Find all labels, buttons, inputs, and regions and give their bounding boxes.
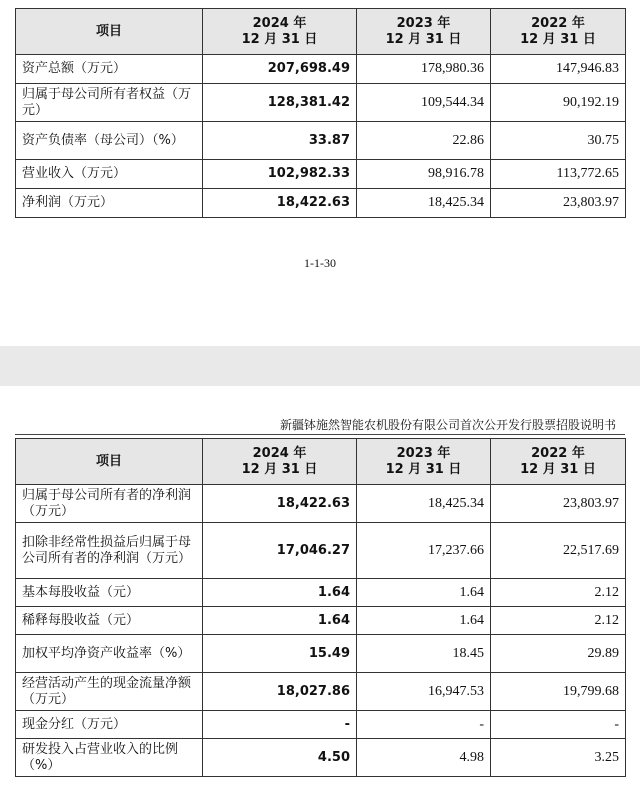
value-2024: -	[203, 711, 357, 739]
header-rule	[15, 434, 625, 435]
header-2022-date: 12 月 31 日	[520, 31, 596, 47]
header-2023-year: 2023 年	[396, 15, 451, 31]
header-2022	[491, 9, 626, 55]
table-row	[16, 635, 626, 673]
value-2024: 33.87	[203, 122, 357, 160]
row-label: 资产总额（万元）	[16, 55, 203, 84]
value-2023: 22.86	[357, 122, 491, 160]
row-label: 归属于母公司所有者权益（万元）	[16, 84, 203, 122]
value-2024: 17,046.27	[203, 523, 357, 579]
header-2024	[203, 439, 357, 485]
table-header-row	[16, 9, 626, 55]
value-2023: -	[357, 711, 491, 739]
table-row	[16, 55, 626, 84]
value-2022: 2.12	[491, 579, 626, 607]
table-row	[16, 711, 626, 739]
value-2024: 18,422.63	[203, 189, 357, 218]
page-bottom	[0, 386, 640, 810]
header-2022-year: 2022 年	[531, 445, 585, 461]
value-2023: 1.64	[357, 579, 491, 607]
value-2022: -	[491, 711, 626, 739]
value-2022: 2.12	[491, 607, 626, 635]
value-2024: 15.49	[203, 635, 357, 673]
document-header: 新疆钵施然智能农机股份有限公司首次公开发行股票招股说明书	[279, 418, 616, 432]
table-row	[16, 607, 626, 635]
value-2023: 178,980.36	[357, 55, 491, 84]
value-2023: 1.64	[357, 607, 491, 635]
table-row	[16, 84, 626, 122]
row-label: 稀释每股收益（元）	[16, 607, 203, 635]
value-2022: 29.89	[491, 635, 626, 673]
value-2023: 17,237.66	[357, 523, 491, 579]
value-2022: 19,799.68	[491, 673, 626, 711]
value-2024: 4.50	[203, 739, 357, 777]
value-2023: 18,425.34	[357, 485, 491, 523]
header-2024-year: 2024 年	[252, 15, 307, 31]
header-2023-date: 12 月 31 日	[385, 461, 462, 477]
value-2023: 16,947.53	[357, 673, 491, 711]
value-2022: 23,803.97	[491, 485, 626, 523]
table-row	[16, 122, 626, 160]
header-2024-year: 2024 年	[252, 445, 307, 461]
header-2022	[491, 439, 626, 485]
header-item: 项目	[16, 9, 203, 55]
value-2024: 18,422.63	[203, 485, 357, 523]
value-2024: 18,027.86	[203, 673, 357, 711]
header-2023-year: 2023 年	[396, 445, 451, 461]
row-label: 扣除非经常性损益后归属于母公司所有者的净利润（万元）	[16, 523, 203, 579]
value-2022: 3.25	[491, 739, 626, 777]
header-2023-date: 12 月 31 日	[385, 31, 462, 47]
row-label: 净利润（万元）	[16, 189, 203, 218]
value-2023: 109,544.34	[357, 84, 491, 122]
row-label: 资产负债率（母公司）（%）	[16, 122, 203, 160]
page-gap	[0, 346, 640, 386]
value-2024: 1.64	[203, 607, 357, 635]
table-row	[16, 523, 626, 579]
header-2022-date: 12 月 31 日	[520, 461, 596, 477]
page-number: 1-1-30	[304, 256, 336, 270]
row-label: 现金分红（万元）	[16, 711, 203, 739]
value-2024: 102,982.33	[203, 160, 357, 189]
value-2022: 23,803.97	[491, 189, 626, 218]
value-2022: 90,192.19	[491, 84, 626, 122]
header-2022-year: 2022 年	[531, 15, 585, 31]
value-2023: 98,916.78	[357, 160, 491, 189]
value-2024: 1.64	[203, 579, 357, 607]
row-label: 基本每股收益（元）	[16, 579, 203, 607]
row-label: 归属于母公司所有者的净利润（万元）	[16, 485, 203, 523]
financial-table-2	[15, 438, 626, 777]
value-2022: 113,772.65	[491, 160, 626, 189]
row-label: 经营活动产生的现金流量净额（万元）	[16, 673, 203, 711]
table-row	[16, 485, 626, 523]
header-2024	[203, 9, 357, 55]
table-row	[16, 739, 626, 777]
value-2023: 18.45	[357, 635, 491, 673]
value-2022: 147,946.83	[491, 55, 626, 84]
header-2024-date: 12 月 31 日	[241, 31, 318, 47]
value-2023: 18,425.34	[357, 189, 491, 218]
value-2022: 22,517.69	[491, 523, 626, 579]
value-2024: 128,381.42	[203, 84, 357, 122]
page-top	[0, 0, 640, 346]
header-2023	[357, 9, 491, 55]
financial-table-1	[15, 8, 626, 218]
header-2024-date: 12 月 31 日	[241, 461, 318, 477]
table-row	[16, 579, 626, 607]
value-2024: 207,698.49	[203, 55, 357, 84]
table-row	[16, 673, 626, 711]
row-label: 加权平均净资产收益率（%）	[16, 635, 203, 673]
table-row	[16, 189, 626, 218]
header-2023	[357, 439, 491, 485]
value-2023: 4.98	[357, 739, 491, 777]
row-label: 营业收入（万元）	[16, 160, 203, 189]
header-item: 项目	[16, 439, 203, 485]
row-label: 研发投入占营业收入的比例（%）	[16, 739, 203, 777]
table-row	[16, 160, 626, 189]
value-2022: 30.75	[491, 122, 626, 160]
table-header-row	[16, 439, 626, 485]
